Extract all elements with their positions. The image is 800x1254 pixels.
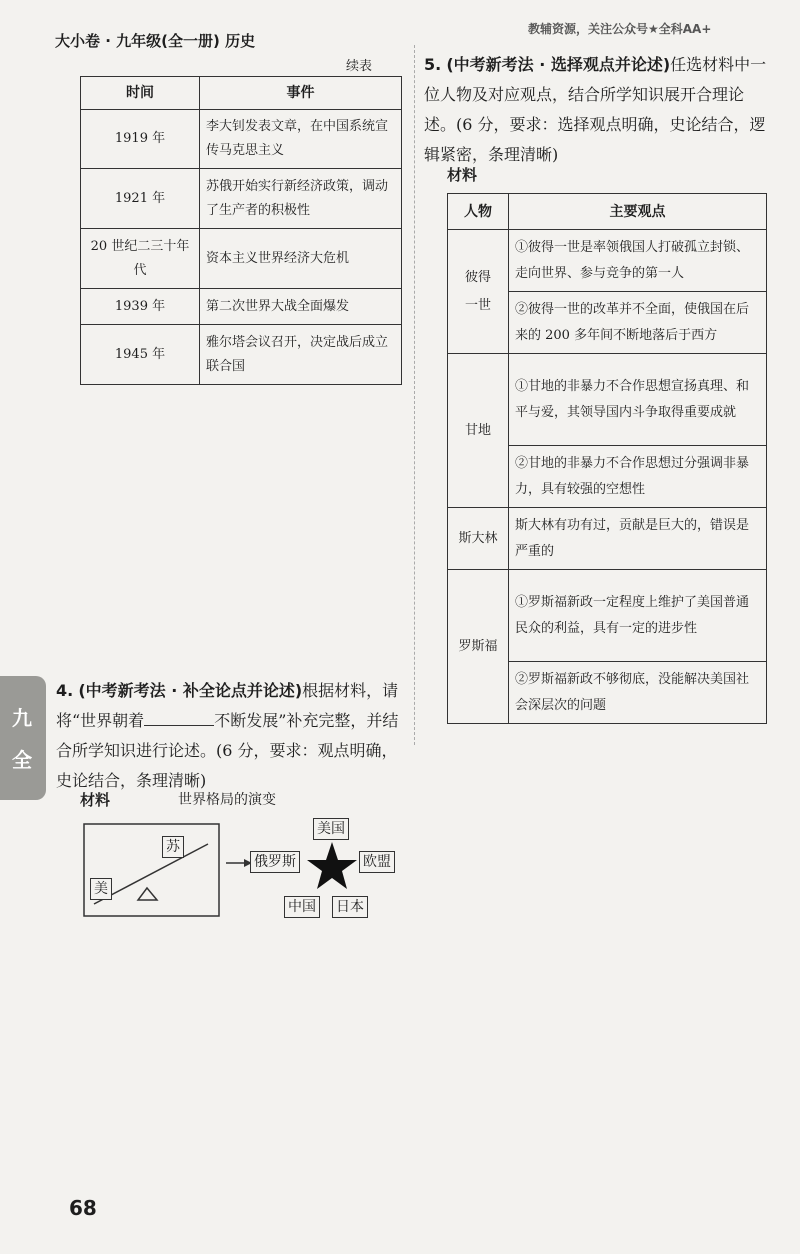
label-america: 美国: [313, 818, 349, 840]
row-event: 雅尔塔会议召开，决定战后成立联合国: [200, 325, 402, 385]
person-name: 甘地: [448, 354, 509, 508]
label-russia: 俄罗斯: [250, 851, 300, 873]
label-usa: 美: [90, 878, 112, 900]
material-label: 材料: [447, 166, 478, 184]
page-number: 68: [69, 1196, 97, 1220]
person-name: 罗斯福: [448, 570, 509, 724]
viewpoint: ②甘地的非暴力不合作思想过分强调非暴力，具有较强的空想性: [509, 446, 767, 508]
timeline-table: [80, 76, 402, 385]
label-china: 中国: [284, 896, 320, 918]
viewpoint: ①罗斯福新政一定程度上维护了美国普通民众的利益，具有一定的进步性: [509, 570, 767, 662]
continued-label: 续表: [346, 59, 373, 74]
header-viewpoint: 主要观点: [509, 194, 767, 230]
fulcrum-triangle: [138, 888, 157, 900]
row-event: 李大钊发表文章，在中国系统宣传马克思主义: [200, 110, 402, 169]
question-number: 5.: [424, 55, 442, 74]
column-divider: [414, 45, 415, 745]
world-pattern-diagram: [80, 818, 410, 928]
row-time: 1939 年: [81, 289, 200, 325]
table-row: [81, 229, 402, 289]
label-soviet: 苏: [162, 836, 184, 858]
chapter-side-tab: [0, 676, 46, 800]
material-label: 材料: [80, 791, 111, 809]
row-event: 第二次世界大战全面爆发: [200, 289, 402, 325]
viewpoints-table: [447, 193, 767, 724]
table-header-row: [81, 77, 402, 110]
table-row: [448, 570, 767, 662]
side-tab-char: 九: [12, 706, 32, 730]
question-5: [424, 50, 774, 170]
question-text: 任选材料中一位人物及对应观点，结合所学知识展开合理论述。(6 分，要求：选择观点明确，史论结合，逻辑紧密，条理清晰): [424, 55, 767, 164]
row-time: 1945 年: [81, 325, 200, 385]
viewpoint: 斯大林有功有过，贡献是巨大的，错误是严重的: [509, 508, 767, 570]
viewpoint: ②罗斯福新政不够彻底，没能解决美国社会深层次的问题: [509, 662, 767, 724]
person-name-text: 彼得一世: [464, 269, 491, 313]
row-time: 1919 年: [81, 110, 200, 169]
answer-blank[interactable]: [144, 707, 214, 726]
viewpoint: ①彼得一世是率领俄国人打破孤立封锁、走向世界、参与竞争的第一人: [509, 230, 767, 292]
table-header-row: [448, 194, 767, 230]
question-text-a: 根据材料，请将“世界朝着: [56, 681, 399, 730]
label-japan: 日本: [332, 896, 368, 918]
header-book-title: 大小卷 · 九年级(全一册) 历史: [55, 32, 256, 50]
question-number: 4.: [56, 681, 74, 700]
header-promo: 教辅资源，关注公众号★全科AA+: [528, 22, 712, 36]
row-event: 苏俄开始实行新经济政策，调动了生产者的积极性: [200, 169, 402, 229]
question-tag: (中考新考法 · 补全论点并论述): [78, 681, 303, 700]
header-time: 时间: [81, 77, 200, 110]
viewpoint: ②彼得一世的改革并不全面，使俄国在后来的 200 多年间不断地落后于西方: [509, 292, 767, 354]
table-row: [81, 289, 402, 325]
row-time: 20 世纪二三十年代: [81, 229, 200, 289]
table-row: [81, 110, 402, 169]
label-eu: 欧盟: [359, 851, 395, 873]
header-event: 事件: [200, 77, 402, 110]
question-tag: (中考新考法 · 选择观点并论述): [446, 55, 671, 74]
bipolar-frame: [84, 824, 219, 916]
table-row: [81, 325, 402, 385]
row-event: 资本主义世界经济大危机: [200, 229, 402, 289]
side-tab-char: 全: [12, 748, 32, 772]
question-4: [56, 676, 408, 796]
table-row: [448, 508, 767, 570]
material-caption: 世界格局的演变: [178, 792, 276, 808]
table-row: [448, 354, 767, 446]
table-row: [448, 230, 767, 292]
person-name: [448, 230, 509, 354]
person-name: 斯大林: [448, 508, 509, 570]
header-person: 人物: [448, 194, 509, 230]
question-text-b: 不断发展”补充完整，并结合所学知识进行论述。(6 分，要求：观点明确，史论结合，条理清晰): [56, 711, 399, 790]
table-row: [81, 169, 402, 229]
star-icon: [307, 842, 357, 889]
row-time: 1921 年: [81, 169, 200, 229]
viewpoint: ①甘地的非暴力不合作思想宣扬真理、和平与爱，其领导国内斗争取得重要成就: [509, 354, 767, 446]
